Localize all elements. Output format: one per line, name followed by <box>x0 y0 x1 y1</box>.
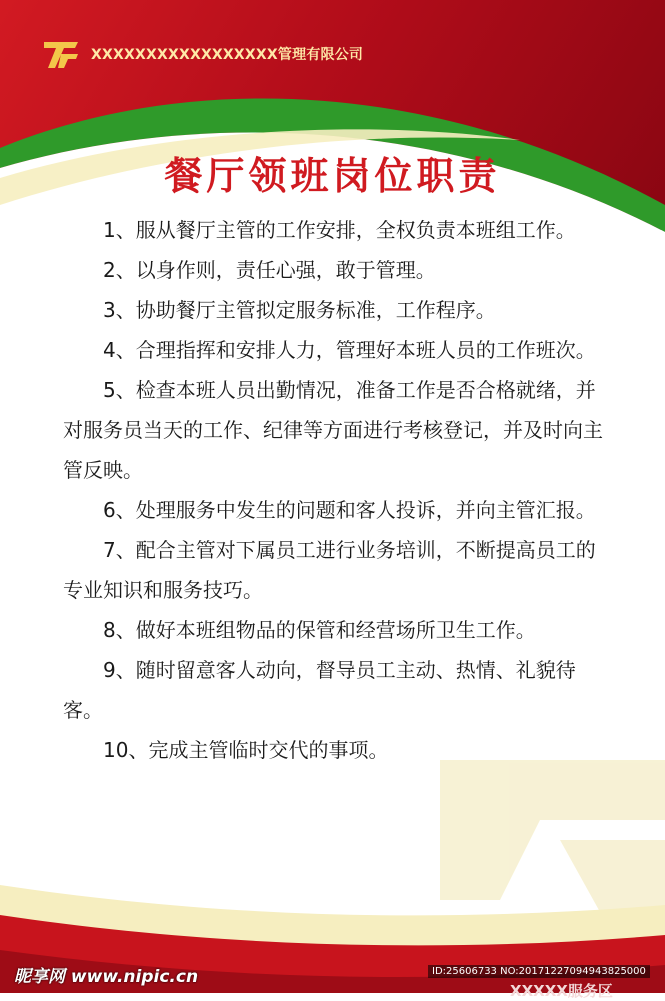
watermark-site: 昵享网 www.nipic.cn <box>14 967 199 987</box>
company-logo-icon <box>42 40 80 70</box>
service-area-label: XXXXX服务区 <box>510 982 613 1000</box>
watermark-id: ID:25606733 NO:20171227094943825000 <box>428 965 650 978</box>
duty-item: 9、随时留意客人动向，督导员工主动、热情、礼貌待客。 <box>63 658 576 722</box>
company-name: XXXXXXXXXXXXXXXXX管理有限公司 <box>91 47 364 63</box>
duty-item: 1、服从餐厅主管的工作安排，全权负责本班组工作。 <box>103 218 576 242</box>
duty-item: 8、做好本班组物品的保管和经营场所卫生工作。 <box>103 618 536 642</box>
duty-item: 5、检查本班人员出勤情况，准备工作是否合格就绪，并对服务员当天的工作、纪律等方面进行考核登记，并及时向主管反映。 <box>63 378 603 482</box>
page-title: 餐厅领班岗位职责 <box>164 154 501 198</box>
duty-item: 2、以身作则，责任心强，敢于管理。 <box>103 258 436 282</box>
duty-item: 3、协助餐厅主管拟定服务标准，工作程序。 <box>103 298 496 322</box>
duties-list <box>63 210 608 770</box>
duty-item: 10、完成主管临时交代的事项。 <box>103 738 389 762</box>
duty-item: 7、配合主管对下属员工进行业务培训，不断提高员工的专业知识和服务技巧。 <box>63 538 596 602</box>
duty-item: 4、合理指挥和安排人力，管理好本班人员的工作班次。 <box>103 338 596 362</box>
duty-item: 6、处理服务中发生的问题和客人投诉，并向主管汇报。 <box>103 498 596 522</box>
